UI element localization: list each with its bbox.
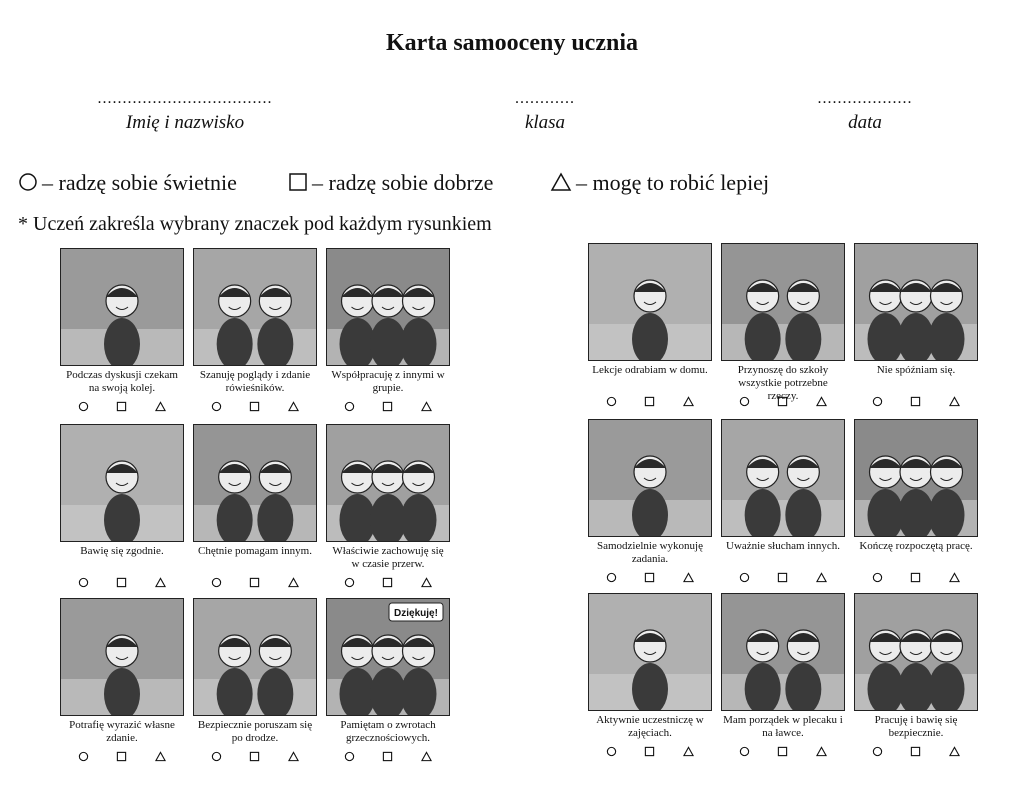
square-mark-icon[interactable] (777, 746, 788, 757)
self-assessment-card (193, 248, 317, 412)
self-assessment-card (854, 593, 978, 757)
triangle-mark-icon[interactable] (683, 746, 694, 757)
scene-illustration (60, 598, 184, 716)
square-mark-icon[interactable] (249, 751, 260, 762)
scene-illustration (588, 243, 712, 361)
scene-illustration (721, 243, 845, 361)
triangle-mark-icon[interactable] (683, 396, 694, 407)
rating-marks (721, 572, 845, 583)
scene-illustration (721, 419, 845, 537)
circle-mark-icon[interactable] (872, 572, 883, 583)
name-field-dots: ................................... (97, 90, 273, 107)
scene-illustration (326, 248, 450, 366)
rating-marks (721, 746, 845, 757)
scene-illustration (854, 593, 978, 711)
instruction-note: * Uczeń zakreśla wybrany znaczek pod każdym rysunkiem (18, 213, 492, 235)
card-caption: Przynoszę do szkoły wszystkie potrzebne rzeczy. (737, 364, 829, 402)
thanks-bubble-text: Dziękuję! (394, 608, 438, 619)
card-caption: Uważnie słucham innych. (726, 540, 840, 552)
card-caption: Pamiętam o zwrotach grzecznościowych. (340, 719, 436, 744)
date-field-dots: ................... (817, 90, 913, 107)
square-mark-icon[interactable] (116, 577, 127, 588)
triangle-mark-icon[interactable] (155, 751, 166, 762)
self-assessment-card (326, 598, 450, 762)
name-field[interactable] (50, 92, 320, 134)
rating-marks (60, 751, 184, 762)
card-caption: Właściwie zachowuję się w czasie przerw. (332, 545, 444, 570)
triangle-mark-icon[interactable] (288, 751, 299, 762)
card-caption: Współpracuję z innymi w grupie. (331, 369, 445, 394)
circle-icon (18, 172, 38, 192)
self-assessment-card (326, 424, 450, 588)
self-assessment-card (193, 424, 317, 588)
legend-great-label: – radzę sobie świetnie (42, 170, 237, 195)
triangle-mark-icon[interactable] (816, 746, 827, 757)
circle-mark-icon[interactable] (78, 401, 89, 412)
rating-marks (60, 401, 184, 412)
circle-mark-icon[interactable] (606, 396, 617, 407)
rating-marks (60, 577, 184, 588)
self-assessment-card (854, 243, 978, 407)
circle-mark-icon[interactable] (872, 396, 883, 407)
triangle-mark-icon[interactable] (421, 751, 432, 762)
circle-mark-icon[interactable] (78, 751, 89, 762)
class-field-label: klasa (524, 112, 566, 133)
circle-mark-icon[interactable] (78, 577, 89, 588)
scene-illustration (854, 419, 978, 537)
square-mark-icon[interactable] (910, 396, 921, 407)
card-caption: Podczas dyskusji czekam na swoją kolej. (66, 369, 178, 394)
scene-illustration (193, 424, 317, 542)
square-mark-icon[interactable] (910, 746, 921, 757)
self-assessment-card (193, 598, 317, 762)
triangle-mark-icon[interactable] (421, 401, 432, 412)
triangle-mark-icon[interactable] (421, 577, 432, 588)
name-field-label: Imię i nazwisko (125, 112, 245, 133)
legend-item-better (550, 170, 769, 196)
rating-marks (854, 396, 978, 407)
card-caption: Mam porządek w plecaku i na ławce. (723, 714, 843, 739)
card-caption: Bawię się zgodnie. (80, 545, 164, 557)
square-mark-icon[interactable] (116, 401, 127, 412)
self-assessment-card (326, 248, 450, 412)
date-field-label: data (848, 112, 882, 133)
triangle-mark-icon[interactable] (816, 572, 827, 583)
triangle-mark-icon[interactable] (155, 401, 166, 412)
square-mark-icon[interactable] (249, 577, 260, 588)
triangle-mark-icon[interactable] (155, 577, 166, 588)
square-mark-icon[interactable] (382, 751, 393, 762)
scene-illustration (588, 593, 712, 711)
legend-item-good (288, 170, 493, 196)
page-title: Karta samooceny ucznia (386, 30, 638, 56)
rating-marks (326, 577, 450, 588)
scene-illustration (588, 419, 712, 537)
circle-mark-icon[interactable] (739, 572, 750, 583)
rating-marks (326, 401, 450, 412)
self-assessment-card (588, 243, 712, 407)
square-mark-icon[interactable] (777, 572, 788, 583)
rating-marks (854, 572, 978, 583)
rating-marks (588, 746, 712, 757)
circle-mark-icon[interactable] (606, 746, 617, 757)
circle-mark-icon[interactable] (739, 746, 750, 757)
card-caption: Potrafię wyrazić własne zdanie. (69, 719, 175, 744)
rating-marks (193, 751, 317, 762)
legend-better-label: – mogę to robić lepiej (576, 170, 770, 195)
rating-marks (854, 746, 978, 757)
square-mark-icon[interactable] (644, 396, 655, 407)
card-caption: Samodzielnie wykonuję zadania. (596, 540, 703, 565)
square-mark-icon[interactable] (644, 572, 655, 583)
scene-illustration (721, 593, 845, 711)
legend-item-great (18, 170, 237, 196)
legend-good-label: – radzę sobie dobrze (312, 170, 494, 195)
triangle-mark-icon[interactable] (949, 572, 960, 583)
circle-mark-icon[interactable] (872, 746, 883, 757)
card-caption: Bezpiecznie poruszam się po drodze. (197, 719, 313, 744)
circle-mark-icon[interactable] (211, 577, 222, 588)
square-mark-icon[interactable] (910, 572, 921, 583)
square-mark-icon[interactable] (116, 751, 127, 762)
triangle-mark-icon[interactable] (288, 577, 299, 588)
rating-marks (193, 401, 317, 412)
scene-illustration (326, 424, 450, 542)
self-assessment-card (588, 593, 712, 757)
class-field-dots: ............ (515, 90, 575, 107)
rating-marks (721, 396, 845, 407)
scene-illustration (193, 248, 317, 366)
triangle-mark-icon[interactable] (816, 396, 827, 407)
circle-mark-icon[interactable] (211, 751, 222, 762)
card-caption: Aktywnie uczestniczę w zajęciach. (596, 714, 704, 739)
square-mark-icon[interactable] (777, 396, 788, 407)
rating-marks (326, 751, 450, 762)
circle-mark-icon[interactable] (344, 401, 355, 412)
square-mark-icon[interactable] (249, 401, 260, 412)
triangle-mark-icon[interactable] (288, 401, 299, 412)
card-caption: Nie spóźniam się. (876, 364, 956, 376)
self-assessment-card (60, 248, 184, 412)
circle-mark-icon[interactable] (606, 572, 617, 583)
card-caption: Szanuję poglądy i zdanie rówieśników. (199, 369, 311, 394)
circle-mark-icon[interactable] (344, 577, 355, 588)
self-assessment-card (60, 598, 184, 762)
scene-illustration (326, 598, 450, 716)
self-assessment-card (721, 593, 845, 757)
square-icon (288, 172, 308, 192)
scene-illustration (854, 243, 978, 361)
triangle-mark-icon[interactable] (683, 572, 694, 583)
rating-marks (588, 396, 712, 407)
scene-illustration (193, 598, 317, 716)
rating-marks (193, 577, 317, 588)
card-caption: Lekcje odrabiam w domu. (592, 364, 708, 376)
card-caption: Pracuję i bawię się bezpiecznie. (874, 714, 958, 739)
date-field[interactable] (780, 92, 950, 134)
circle-mark-icon[interactable] (344, 751, 355, 762)
scene-illustration (60, 248, 184, 366)
circle-mark-icon[interactable] (739, 396, 750, 407)
square-mark-icon[interactable] (382, 401, 393, 412)
self-assessment-card (854, 419, 978, 583)
circle-mark-icon[interactable] (211, 401, 222, 412)
self-assessment-card (588, 419, 712, 583)
rating-marks (588, 572, 712, 583)
card-caption: Chętnie pomagam innym. (198, 545, 312, 557)
square-mark-icon[interactable] (644, 746, 655, 757)
triangle-icon (550, 172, 572, 192)
square-mark-icon[interactable] (382, 577, 393, 588)
triangle-mark-icon[interactable] (949, 396, 960, 407)
self-assessment-card (60, 424, 184, 588)
self-assessment-card (721, 419, 845, 583)
class-field[interactable] (480, 92, 610, 134)
triangle-mark-icon[interactable] (949, 746, 960, 757)
self-assessment-card (721, 243, 845, 407)
card-caption: Kończę rozpoczętą pracę. (859, 540, 973, 552)
scene-illustration (60, 424, 184, 542)
